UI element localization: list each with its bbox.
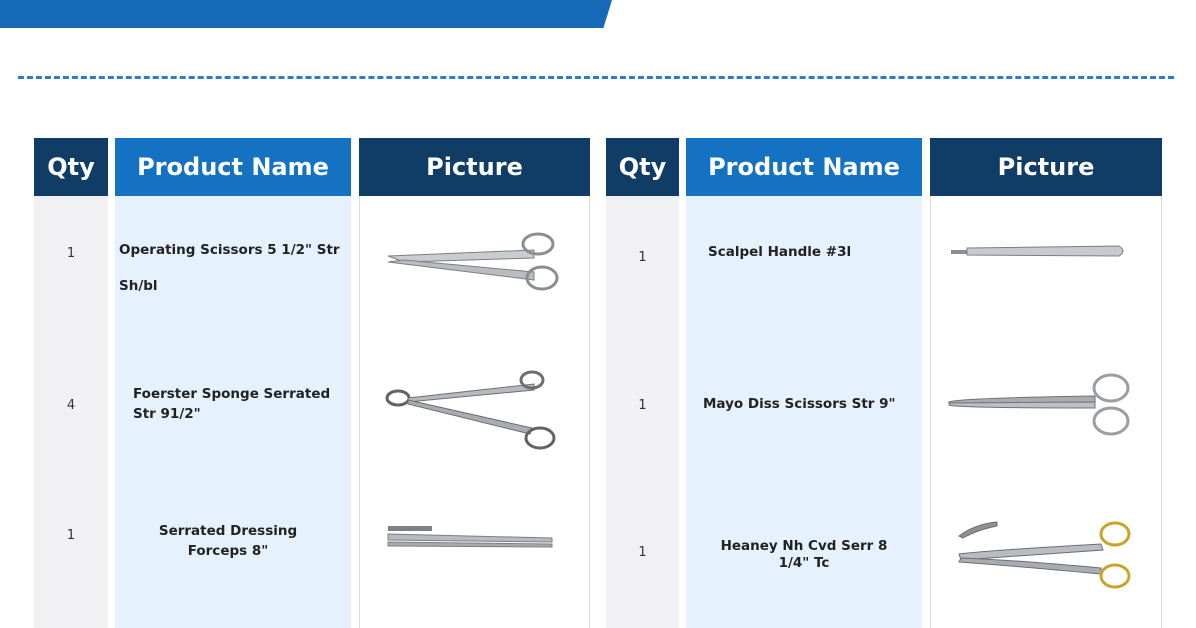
left-row-2-name-line1: Foerster Sponge Serrated	[133, 386, 331, 402]
dressing-forceps-icon	[386, 522, 558, 552]
right-qty-column	[606, 138, 679, 628]
dashed-divider	[18, 76, 1174, 79]
right-name-column	[686, 138, 922, 628]
right-row-1-qty: 1	[638, 250, 647, 265]
left-row-3-name-line1: Serrated Dressing	[158, 523, 298, 539]
left-name-column	[115, 138, 351, 628]
right-row-2-name	[703, 394, 918, 414]
right-row-1-name	[708, 242, 918, 262]
left-qty-column	[34, 138, 108, 628]
left-row-1-name-line1: Operating Scissors 5 1/2" Str	[119, 242, 340, 258]
top-banner	[0, 0, 612, 28]
needle-holder-icon	[955, 516, 1137, 592]
left-row-1-name-line2: Sh/bl	[119, 278, 158, 294]
mayo-scissors-icon	[947, 372, 1133, 438]
scalpel-handle-icon	[949, 242, 1129, 262]
right-row-3-name-line1: Heaney Nh Cvd Serr 8	[720, 538, 888, 554]
sponge-forceps-icon	[384, 368, 564, 452]
left-row-2-qty: 4	[66, 398, 76, 413]
left-row-2-name-line2: Str 91/2"	[133, 406, 201, 422]
right-picture-column	[930, 138, 1162, 628]
left-row-3-name	[115, 521, 341, 561]
left-picture-body	[359, 196, 590, 628]
left-qty-header: Qty	[34, 138, 108, 196]
left-row-2-name	[133, 384, 347, 424]
left-row-3-qty: 1	[66, 528, 76, 543]
left-qty-body	[34, 196, 108, 628]
right-row-2-qty: 1	[638, 398, 647, 413]
right-row-1-name-line1: Scalpel Handle #3l	[708, 244, 852, 260]
right-name-header: Product Name	[686, 138, 922, 196]
left-name-header: Product Name	[115, 138, 351, 196]
left-row-3-name-line2: Forceps 8"	[187, 543, 269, 559]
right-picture-body	[930, 196, 1162, 628]
left-row-1-name	[119, 240, 347, 296]
right-row-3-name	[686, 538, 922, 572]
right-row-3-qty: 1	[638, 545, 647, 560]
operating-scissors-icon	[384, 232, 564, 296]
left-picture-column	[359, 138, 590, 628]
left-row-1-qty: 1	[66, 246, 76, 261]
right-qty-header: Qty	[606, 138, 679, 196]
right-name-body	[686, 196, 922, 628]
right-row-3-name-line2: 1/4" Tc	[778, 555, 830, 571]
left-name-body	[115, 196, 351, 628]
right-qty-body	[606, 196, 679, 628]
right-picture-header: Picture	[930, 138, 1162, 196]
right-row-2-name-line1: Mayo Diss Scissors Str 9"	[703, 396, 896, 412]
left-picture-header: Picture	[359, 138, 590, 196]
